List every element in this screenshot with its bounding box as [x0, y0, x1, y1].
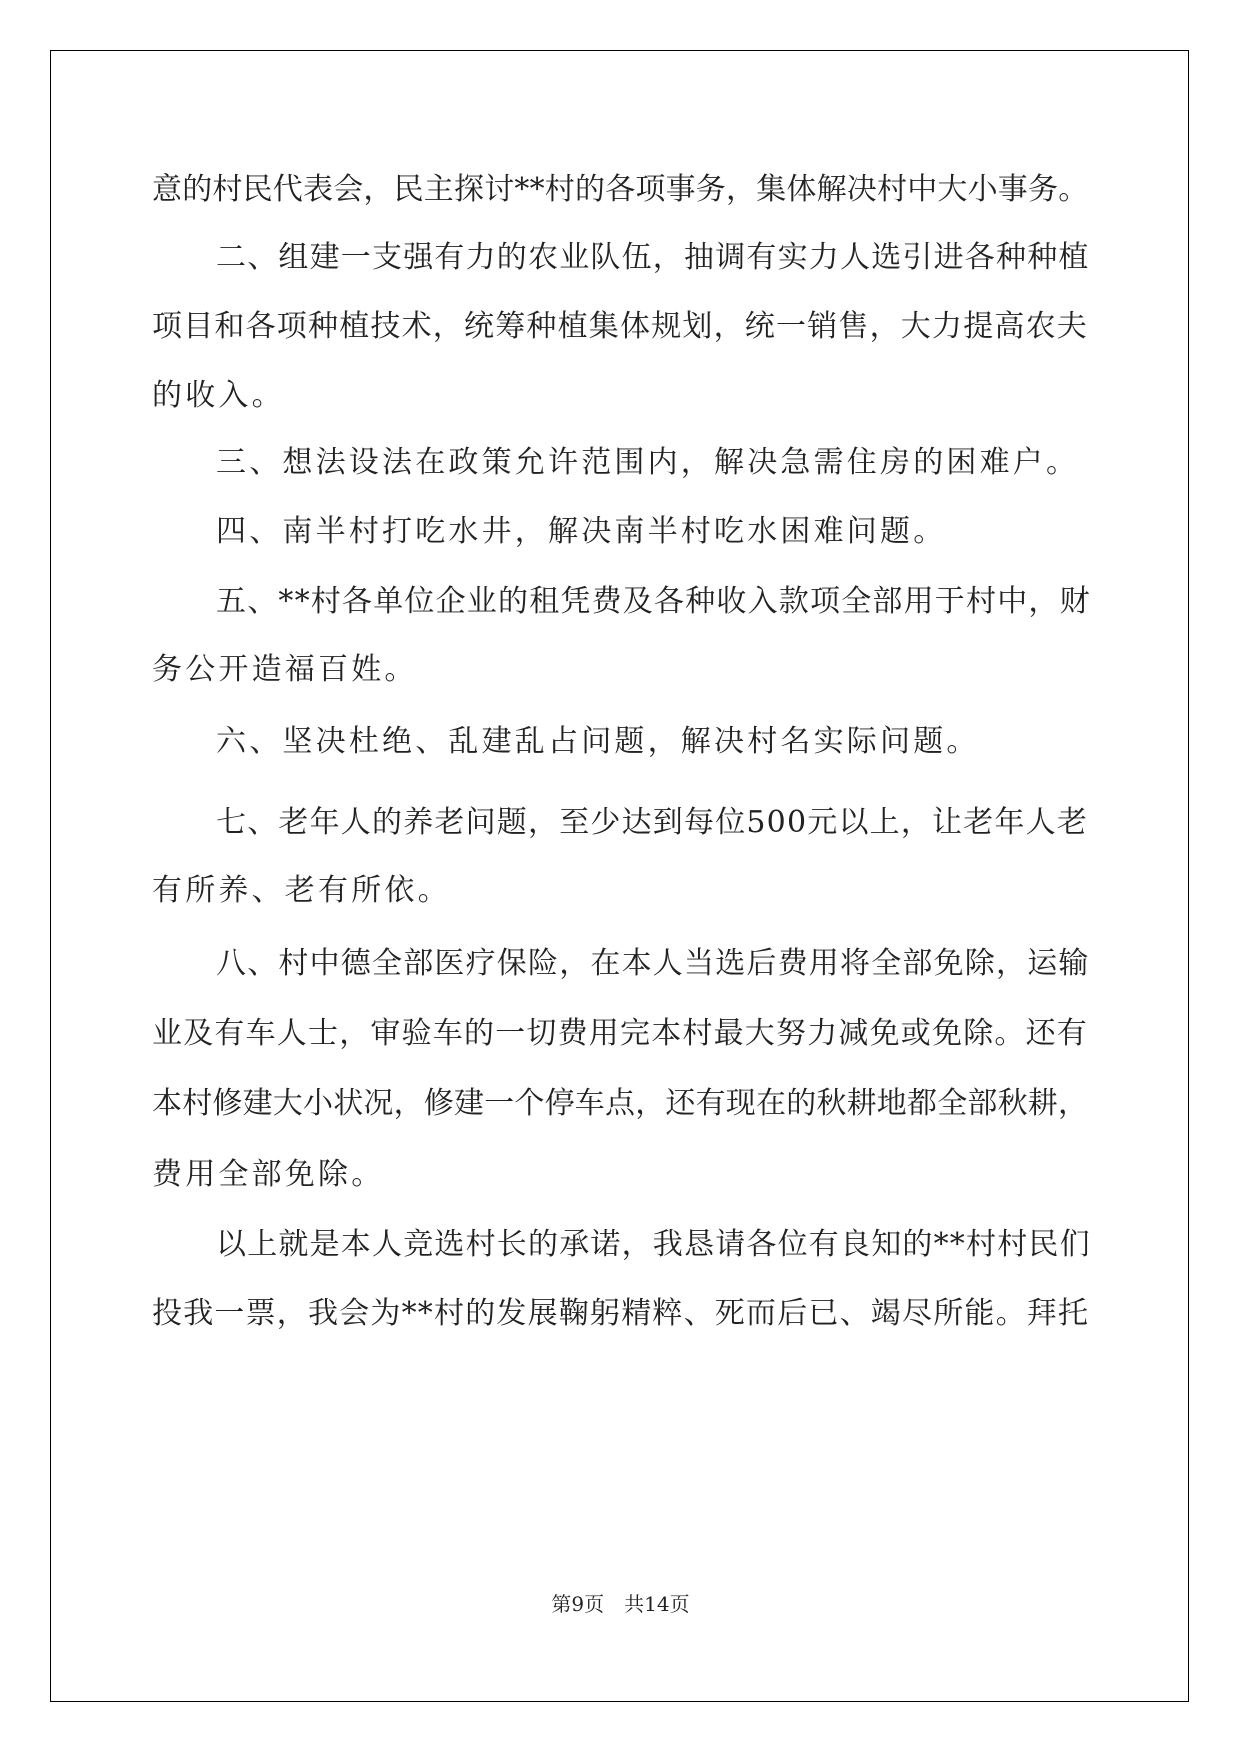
text-line: 八、村中德全部医疗保险，在本人当选后费用将全部免除，运输 — [216, 946, 1090, 981]
text-line: 意的村民代表会，民主探讨**村的各项事务，集体解决村中大小事务。 — [152, 172, 1089, 207]
page-number-footer: 第9页 共14页 — [551, 1592, 690, 1616]
text-line: 五、**村各单位企业的租凭费及各种收入款项全部用于村中，财 — [216, 584, 1091, 619]
text-line: 七、老年人的养老问题，至少达到每位500元以上，让老年人老 — [216, 805, 1089, 840]
text-line: 三、想法设法在政策允许范围内，解决急需住房的困难户。 — [216, 445, 1080, 480]
text-line: 以上就是本人竞选村长的承诺，我恳请各位有良知的**村村民们 — [216, 1227, 1091, 1262]
text-line: 业及有车人士，审验车的一切费用完本村最大努力减免或免除。还有 — [152, 1016, 1088, 1051]
text-line: 本村修建大小状况，修建一个停车点，还有现在的秋耕地都全部秋耕， — [152, 1086, 1089, 1121]
text-line: 项目和各项种植技术，统筹种植集体规划，统一销售，大力提高农夫 — [152, 309, 1088, 344]
text-line: 投我一票，我会为**村的发展鞠躬精粹、死而后已、竭尽所能。拜托 — [152, 1296, 1090, 1331]
text-line: 的收入。 — [152, 378, 285, 413]
text-line: 务公开造福百姓。 — [152, 652, 418, 687]
text-line: 二、组建一支强有力的农业队伍，抽调有实力人选引进各种种植 — [216, 240, 1090, 275]
text-line: 费用全部免除。 — [152, 1157, 385, 1192]
text-line: 六、坚决杜绝、乱建乱占问题，解决村名实际问题。 — [216, 724, 980, 759]
text-line: 四、南半村打吃水井，解决南半村吃水困难问题。 — [216, 514, 947, 549]
text-line: 有所养、老有所依。 — [152, 873, 451, 908]
